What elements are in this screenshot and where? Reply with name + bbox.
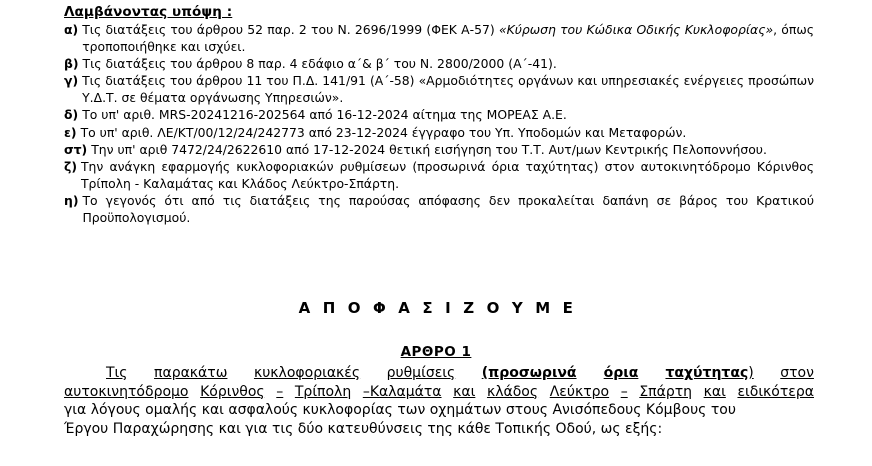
item-label: ε) bbox=[64, 124, 77, 140]
article-word-bold: ταχύτητας) bbox=[665, 365, 754, 381]
item-text bbox=[82, 21, 814, 55]
decision-heading: ΑΠΟΦΑΣΙΖΟΥΜΕ bbox=[298, 299, 586, 317]
item-text: Τις διατάξεις του άρθρου 11 του Π.Δ. 141/91 (Α΄-58) «Αρμοδιότητες οργάνων και υπηρεσιακές ενέργειες προσώπων Υ.Δ.Τ. σε θέματα οργάνωσης Υπηρεσιών». bbox=[82, 73, 814, 106]
article-word: – bbox=[620, 383, 628, 400]
item-text-part: Τις διατάξεις του άρθρου 52 παρ. 2 του Ν. 2696/1999 (ΦΕΚ Α-57) bbox=[82, 22, 495, 37]
item-label: β) bbox=[64, 56, 79, 72]
article-word-bold: (προσωρινά bbox=[481, 365, 577, 381]
article-word: ρυθμίσεις bbox=[386, 365, 456, 381]
article-word: κλάδος bbox=[486, 383, 539, 400]
speed-limit-phrase bbox=[482, 364, 754, 383]
article-word: κυκλοφοριακές bbox=[253, 365, 361, 381]
article-word: αυτοκινητόδρομο bbox=[64, 383, 189, 400]
list-item bbox=[64, 141, 814, 158]
considerations-heading: Λαμβάνοντας υπόψη : bbox=[64, 4, 233, 20]
item-text: Τις διατάξεις του άρθρου 8 παρ. 4 εδάφιο α΄& β΄ του Ν. 2800/2000 (Α΄-41). bbox=[82, 56, 557, 72]
item-text: Το υπ' αριθ. ΛΕ/ΚΤ/00/12/24/242773 από 23-12-2024 έγγραφο του Υπ. Υποδομών και Μεταφορών. bbox=[80, 124, 687, 140]
article-line-3: για λόγους ομαλής και ασφαλούς κυκλοφορίας των οχημάτων στους Ανισόπεδους Κόμβους του bbox=[64, 402, 736, 418]
item-label: δ) bbox=[64, 107, 79, 123]
article-line-1 bbox=[64, 364, 814, 383]
list-item bbox=[64, 55, 814, 72]
item-text: Την ανάγκη εφαρμογής κυκλοφοριακών ρυθμίσεων (προσωρινά όρια ταχύτητας) στον αυτοκινητόδρομο Κόρινθος Τρίπολη - Καλαμάτας και Κλάδος Λεύκτρο-Σπάρτη. bbox=[80, 158, 814, 191]
article-word: στον bbox=[780, 365, 814, 381]
article-word: και bbox=[453, 383, 476, 400]
article-word: –Καλαμάτα bbox=[362, 383, 442, 400]
item-label: γ) bbox=[64, 73, 79, 89]
article-word: και bbox=[703, 383, 726, 400]
list-item bbox=[64, 72, 814, 106]
list-item bbox=[64, 158, 814, 192]
item-text: Την υπ' αριθ 7472/24/2622610 από 17-12-2024 θετική εισήγηση του Τ.Τ. Αυτ/μων Κεντρικής Πελοποννήσου. bbox=[91, 141, 767, 157]
item-text: Το γεγονός ότι από τις διατάξεις της παρούσας απόφασης δεν προκαλείται δαπάνη σε βάρος του Κρατικού Προϋπολογισμού. bbox=[82, 192, 814, 226]
item-label: ζ) bbox=[64, 158, 77, 174]
item-text: Το υπ' αριθ. MRS-20241216-202564 από 16-12-2024 αίτημα της ΜΟΡΕΑΣ Α.Ε. bbox=[82, 107, 567, 123]
item-label: α) bbox=[64, 22, 79, 37]
item-label: στ) bbox=[64, 141, 88, 157]
list-item bbox=[64, 106, 814, 123]
list-item bbox=[64, 21, 814, 55]
article-word-bold: όρια bbox=[603, 365, 639, 381]
article-word: Λεύκτρο bbox=[549, 383, 610, 400]
article-word: Κόρινθος bbox=[200, 383, 265, 400]
considerations-list bbox=[64, 21, 814, 226]
article-word: ειδικότερα bbox=[737, 383, 814, 400]
law-title-italic: «Κύρωση του Κώδικα Οδικής Κυκλοφορίας» bbox=[498, 22, 774, 37]
article-word: Σπάρτη bbox=[639, 383, 693, 400]
list-item bbox=[64, 192, 814, 226]
item-text-part: , όπως τροποποιήθηκε και ισχύει. bbox=[82, 22, 814, 55]
article-title: ΑΡΘΡΟ 1 bbox=[400, 344, 472, 360]
article-body bbox=[64, 364, 814, 438]
article-line-4: Έργου Παραχώρησης και για τις δύο κατευθύνσεις της κάθε Τοπικής Οδού, ως εξής: bbox=[64, 420, 663, 437]
article-line-2 bbox=[64, 383, 814, 402]
list-item bbox=[64, 124, 814, 141]
article-word: Τις bbox=[106, 365, 128, 381]
article-word: Τρίπολη bbox=[294, 383, 352, 400]
article-word: – bbox=[276, 383, 284, 400]
article-word: παρακάτω bbox=[154, 365, 228, 381]
item-label: η) bbox=[64, 192, 79, 208]
close-paren: ) bbox=[748, 365, 754, 381]
